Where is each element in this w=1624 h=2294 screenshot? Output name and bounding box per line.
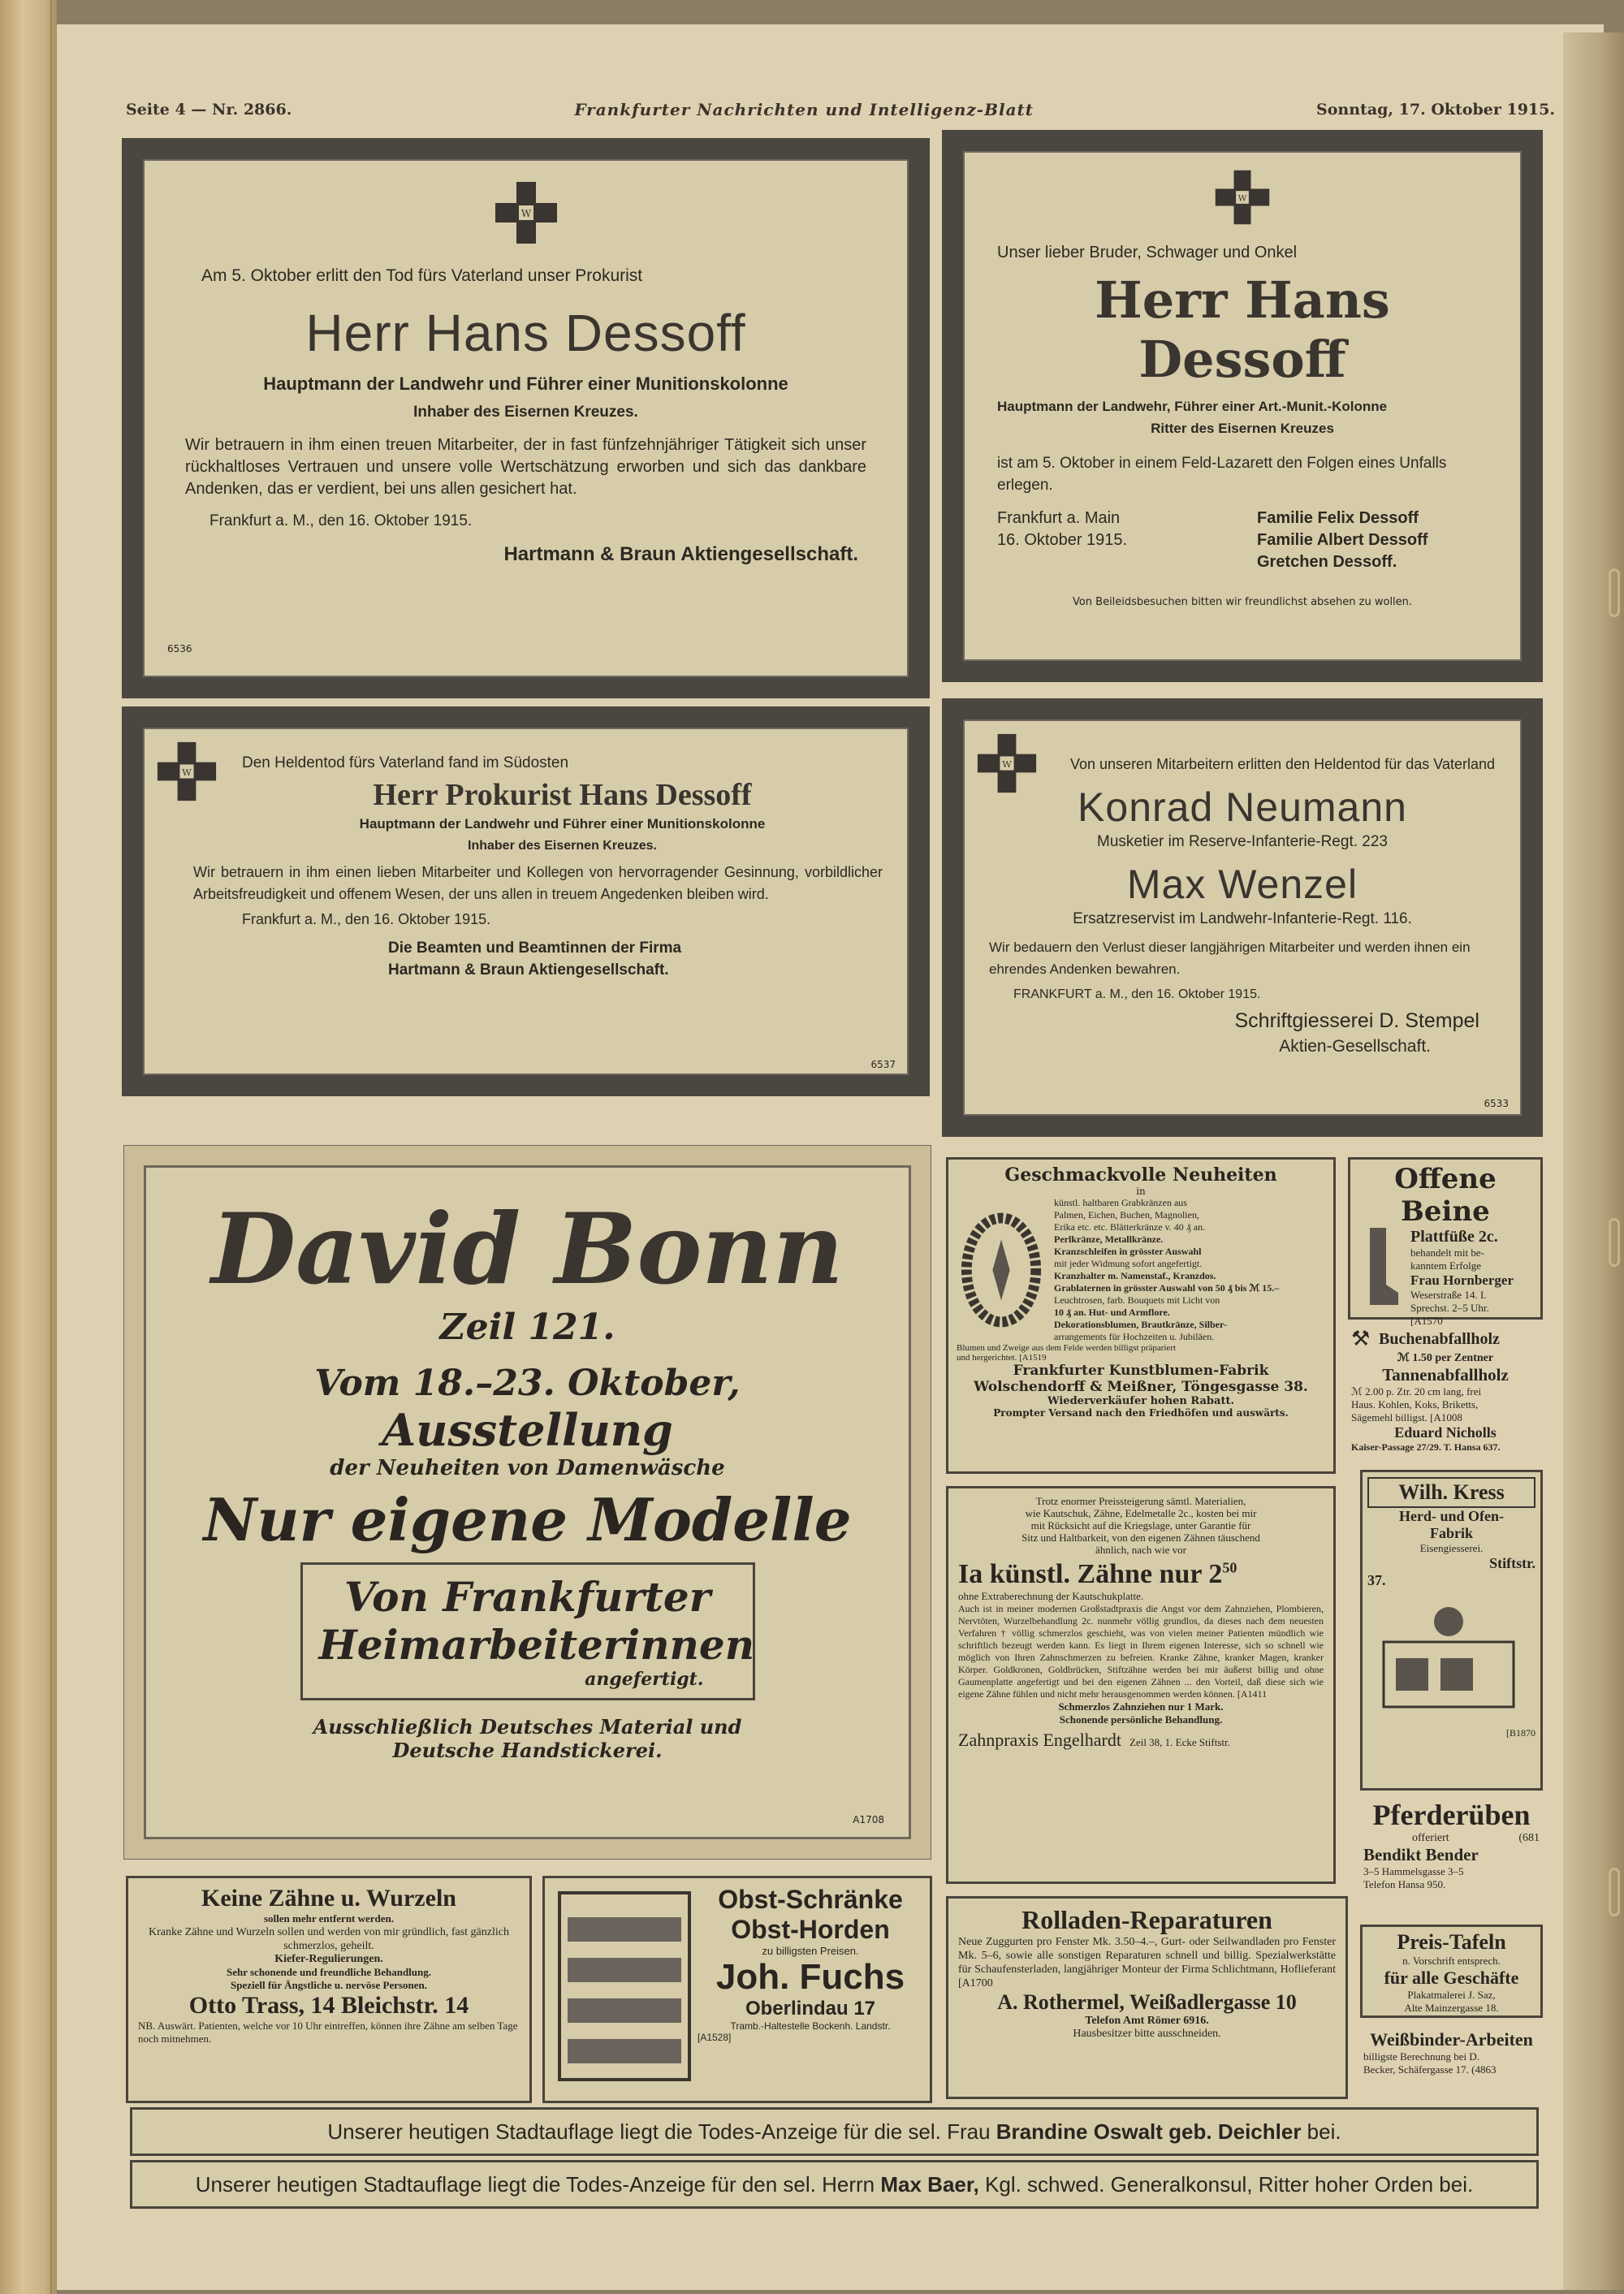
holz-line: ℳ 2.00 p. Ztr. 20 cm lang, frei xyxy=(1351,1385,1482,1398)
iron-cross-icon xyxy=(1214,169,1271,226)
keine-line: Kiefer-Regulierungen. xyxy=(274,1953,383,1965)
zahn-signature: Zahnpraxis Engelhardt xyxy=(958,1730,1121,1750)
david-bonn-ad xyxy=(123,1145,931,1860)
bonn-foot-1: Ausschließlich Deutsches Material und xyxy=(313,1715,742,1739)
zahn-bold-2: Schonende persönliche Behandlung. xyxy=(1059,1713,1223,1726)
kunst-ship: Prompter Versand nach den Friedhöfen und auswärts. xyxy=(993,1407,1289,1419)
keine-line: Speziell für Ängstliche u. nervöse Personen. xyxy=(230,1979,428,1991)
beine-title: Offene Beine xyxy=(1394,1163,1497,1228)
svg-text:W: W xyxy=(182,766,192,778)
holz-line: Haus. Kohlen, Koks, Briketts, xyxy=(1351,1398,1479,1411)
rollo-body: Neue Zuggurten pro Fenster Mk. 3.50–4.–, Gurt- oder Seilwandladen pro Fenster Mk. 5–6, sowie alle sonstigen Reparaturen schnell und billig. Spezialwerkstätte für Schaufensterladen, langjähriger Monteur der Firma Schlichtmann, Hoflieferant [A1700 xyxy=(958,1936,1336,1989)
beine-name: Frau Hornberger xyxy=(1410,1272,1514,1288)
obituary-ad-hartmann-braun xyxy=(122,138,930,698)
bonn-title: David Bonn xyxy=(211,1192,844,1307)
notice-text-end: Kgl. schwed. Generalkonsul, Ritter hoher Orden bei. xyxy=(985,2171,1474,2197)
zahn-line: mit Rücksicht auf die Kriegslage, unter Garantie für xyxy=(1030,1519,1251,1531)
kunst-line: Perlkränze, Metallkränze. xyxy=(1054,1233,1164,1245)
weiss-line: Becker, Schäfergasse 17. (4863 xyxy=(1363,2063,1497,2076)
ad-code: 6536 xyxy=(167,643,192,655)
rank-2: Ersatzreservist im Landwehr-Infanterie-Regt. 116. xyxy=(1073,910,1412,927)
kunst-dealer: Wiederverkäufer hohen Rabatt. xyxy=(1047,1395,1234,1407)
holz-title-2: Tannenabfallholz xyxy=(1382,1365,1509,1385)
intro: Von unseren Mitarbeitern erlitten den Heldentod für das Vaterland xyxy=(1070,756,1495,772)
binding-line xyxy=(50,0,52,2294)
fuchs-ad xyxy=(542,1876,932,2103)
kress-number: 37. xyxy=(1367,1572,1386,1588)
weissbinder-ad xyxy=(1360,2026,1543,2099)
fuchs-name: Joh. Fuchs xyxy=(715,1957,905,1997)
pferderueben-ad xyxy=(1360,1795,1543,1916)
kunst-firm: Frankfurter Kunstblumen-Fabrik xyxy=(1013,1363,1269,1379)
ad-code: (681 xyxy=(1518,1832,1540,1844)
ad-code: A1708 xyxy=(853,1814,884,1825)
notice-oswalt xyxy=(130,2107,1539,2156)
kress-ad xyxy=(1360,1470,1543,1791)
svg-text:W: W xyxy=(520,208,531,219)
beine-address: Weserstraße 14. I. xyxy=(1410,1289,1487,1301)
fruit-shelf-icon xyxy=(551,1885,698,2088)
tafel-line: n. Vorschrift entsprech. xyxy=(1402,1955,1501,1967)
kunst-title: Geschmackvolle Neuheiten xyxy=(1004,1164,1277,1186)
pferd-phone: Telefon Hansa 950. xyxy=(1363,1878,1446,1890)
zahn-body: Auch ist in meiner modernen Großstadtpraxis die Angst vor dem Zahnziehen, Plombieren, Nervtöten, Wurzelbehandlung 2c. nunmehr völlig grundlos, da dieses nach dem neuesten Verfahren † völlig schmerzlos geschieht, was von vielen meiner Patienten mündlich wie schriftlich bezeugt werden kann. Es liegt in Ihrem eigenen Interesse, sich so schnell wie möglich von Ihren Zahnschmerzen zu befreien. Kranke Zähne, kranker Magen, kranker Körper. Goldkronen, Goldbrücken, Stiftzähne werden bei mir äußerst billig und ohne Gaumenplatte angefertigt und bei den eigenen Zähnen ... den Vorteil, daß diese sich wie eigene Zähne fühlen und nicht mehr herausgenommen werden können. [A1411 xyxy=(958,1603,1324,1700)
kunst-firm-2: Wolschendorff & Meißner, Töngesgasse 38. xyxy=(974,1379,1308,1395)
intro: Unser lieber Bruder, Schwager und Onkel xyxy=(997,244,1298,261)
kunstblumen-ad xyxy=(946,1157,1336,1474)
bonn-sub: der Neuheiten von Damenwäsche xyxy=(330,1456,725,1480)
kunst-line: mit jeder Widmung sofort angefertigt. xyxy=(1054,1258,1203,1269)
honor: Ritter des Eisernen Kreuzes xyxy=(1151,421,1334,436)
honor: Inhaber des Eisernen Kreuzes. xyxy=(468,839,657,853)
keine-name: Otto Trass, 14 Bleichstr. 14 xyxy=(188,1992,469,2019)
kunst-line: und hergerichtet. [A1519 xyxy=(957,1353,1047,1363)
zahn-line: wie Kautschuk, Zähne, Edelmetalle 2c., kosten bei mir xyxy=(1025,1507,1257,1519)
date: 16. Oktober 1915. xyxy=(997,531,1128,549)
tools-icon: ⚒ xyxy=(1351,1327,1371,1350)
obituary-ad-family xyxy=(942,130,1543,682)
notice-text: Unserer heutigen Stadtauflage liegt die Todes-Anzeige für die sel. Frau xyxy=(327,2119,991,2144)
zahnpraxis-ad xyxy=(946,1486,1336,1884)
kunst-line: Blumen und Zweige aus dem Felde werden billigst präpariert xyxy=(957,1343,1177,1353)
beine-hours: Sprechst. 2–5 Uhr. xyxy=(1410,1302,1489,1314)
abfallholz-ad xyxy=(1348,1324,1543,1470)
rollo-note: Hausbesitzer bitte ausschneiden. xyxy=(1073,2028,1221,2040)
place-date: Frankfurt a. M., den 16. Oktober 1915. xyxy=(209,512,473,529)
deceased-name: Herr Hans Dessoff xyxy=(1095,270,1390,389)
family-2: Familie Albert Dessoff xyxy=(1257,531,1428,549)
place-date: Frankfurt a. M., den 16. Oktober 1915. xyxy=(242,911,491,927)
stove-icon xyxy=(1367,1589,1535,1727)
rolladen-ad xyxy=(946,1896,1348,2099)
preis-tafeln-ad xyxy=(1360,1925,1543,2018)
fuchs-line-2: Obst-Horden xyxy=(731,1915,890,1944)
signature-line-2: Aktien-Gesellschaft. xyxy=(1279,1037,1431,1056)
kunst-line: 10 ₰ an. Hut- und Armflore. xyxy=(1054,1307,1170,1318)
keine-title: Keine Zähne u. Wurzeln xyxy=(201,1885,456,1912)
pferd-offer: offeriert xyxy=(1412,1832,1449,1844)
keine-line: Sehr schonende und freundliche Behandlung. xyxy=(226,1966,431,1978)
ad-code: [A1528] xyxy=(698,2032,732,2043)
ad-code: 6537 xyxy=(870,1059,896,1070)
tafel-title: Preis-Tafeln xyxy=(1397,1930,1506,1954)
bonn-address: Zeil 121. xyxy=(439,1307,615,1348)
binding-ring xyxy=(1609,568,1620,617)
kunst-line: Dekorationsblumen, Brautkränze, Silber- xyxy=(1054,1319,1227,1330)
name-1: Konrad Neumann xyxy=(1078,784,1407,830)
obituary-ad-employees xyxy=(122,706,930,1096)
pferd-name: Bendikt Bender xyxy=(1363,1845,1479,1864)
tafel-line: Alte Mainzergasse 18. xyxy=(1404,2002,1499,2014)
zahn-line: Trotz enormer Preissteigerung sämtl. Materialien, xyxy=(1035,1495,1246,1507)
obituary-ad-stempel xyxy=(942,698,1543,1137)
notice-name: Max Baer, xyxy=(880,2171,979,2197)
kunst-line: Leuchtrosen, farb. Bouquets mit Licht von xyxy=(1054,1294,1220,1306)
fuchs-address: Oberlindau 17 xyxy=(745,1998,876,2020)
page-header xyxy=(126,89,1555,130)
keine-zaehne-ad xyxy=(126,1876,532,2103)
holz-price: ℳ 1.50 per Zentner xyxy=(1397,1352,1494,1364)
pferd-title: Pferderüben xyxy=(1372,1799,1531,1831)
keine-sub: sollen mehr entfernt werden. xyxy=(263,1912,395,1925)
zahn-bold-1: Schmerzlos Zahnziehen nur 1 Mark. xyxy=(1058,1700,1224,1713)
kunst-line: arrangements für Hochzeiten u. Jubiläen. xyxy=(1054,1331,1215,1342)
kress-name: Wilh. Kress xyxy=(1367,1477,1535,1508)
zahn-line: Sitz und Haltbarkeit, von den eigenen Zähnen täuschend xyxy=(1021,1531,1260,1544)
fuchs-line-1: Obst-Schränke xyxy=(718,1885,903,1914)
notice-baer xyxy=(130,2160,1539,2209)
signature-line-1: Die Beamten und Beamtinnen der Firma xyxy=(388,940,682,957)
iron-cross-icon xyxy=(494,180,559,245)
bonn-dates: Vom 18.–23. Oktober, xyxy=(314,1363,741,1404)
beine-line: Plattfüße 2c. xyxy=(1410,1228,1498,1246)
issue-date: Sonntag, 17. Oktober 1915. xyxy=(1316,101,1555,119)
bonn-box xyxy=(300,1562,755,1700)
iron-cross-icon xyxy=(156,741,218,802)
zahn-headline: Ia künstl. Zähne nur 2 xyxy=(958,1559,1223,1589)
holz-name: Eduard Nicholls xyxy=(1394,1424,1497,1441)
kunst-line: Kranzschleifen in grösster Auswahl xyxy=(1054,1246,1202,1257)
weiss-line: billigste Berechnung bei D. xyxy=(1363,2050,1479,2063)
body: Wir bedauern den Verlust dieser langjährigen Mitarbeiter und werden ihnen ein ehrendes Andenken bewahren. xyxy=(989,940,1471,977)
kunst-line: künstl. haltbaren Grabkränzen aus xyxy=(1054,1197,1187,1208)
iron-cross-icon xyxy=(976,732,1038,794)
signature-line-2: Hartmann & Braun Aktiengesellschaft. xyxy=(388,961,669,979)
zahn-price-cents: 50 xyxy=(1222,1559,1237,1576)
kress-line: Fabrik xyxy=(1429,1525,1473,1541)
bonn-box-line-3: angefertigt. xyxy=(585,1669,704,1690)
honor: Inhaber des Eisernen Kreuzes. xyxy=(413,404,638,421)
zahn-address: Zeil 38, 1. Ecke Stiftstr. xyxy=(1129,1736,1230,1748)
kunst-sub: in xyxy=(1136,1186,1146,1197)
zahn-line: ähnlich, nach wie vor xyxy=(1095,1544,1186,1556)
bonn-event: Ausstellung xyxy=(382,1404,673,1456)
family-1: Familie Felix Dessoff xyxy=(1257,509,1419,527)
tafel-line: für alle Geschäfte xyxy=(1384,1968,1519,1988)
beine-line: behandelt mit be- xyxy=(1410,1246,1484,1259)
notice-text-end: bei. xyxy=(1307,2119,1341,2144)
notice-text: Unserer heutigen Stadtauflage liegt die Todes-Anzeige für den sel. Herrn xyxy=(195,2171,875,2197)
intro: Den Heldentod fürs Vaterland fand im Südosten xyxy=(242,754,569,771)
notice-name: Brandine Oswalt geb. Deichler xyxy=(996,2119,1302,2144)
deceased-name: Herr Prokurist Hans Dessoff xyxy=(373,778,752,812)
offene-beine-ad xyxy=(1348,1157,1543,1327)
fuchs-line-3: zu billigsten Preisen. xyxy=(762,1945,859,1957)
rollo-title: Rolladen-Reparaturen xyxy=(1021,1905,1272,1934)
leg-icon xyxy=(1354,1228,1410,1317)
zahn-note: ohne Extraberechnung der Kautschukplatte. xyxy=(958,1590,1144,1602)
kunst-line: Kranzhalter m. Namenstaf., Kranzdos. xyxy=(1054,1270,1216,1281)
holz-title: Buchenabfallholz xyxy=(1379,1329,1500,1348)
rollo-name: A. Rothermel, Weißadlergasse 10 xyxy=(997,1990,1297,2014)
svg-text:W: W xyxy=(1002,758,1012,770)
tafel-line: Plakatmalerei J. Saz, xyxy=(1407,1989,1496,2001)
holz-address: Kaiser-Passage 27/29. T. Hansa 637. xyxy=(1351,1441,1501,1453)
signature: Hartmann & Braun Aktiengesellschaft. xyxy=(503,543,858,565)
body: ist am 5. Oktober in einem Feld-Lazarett den Folgen eines Unfalls erlegen. xyxy=(997,455,1447,494)
place-date: FRANKFURT a. M., den 16. Oktober 1915. xyxy=(1013,987,1261,1001)
rank-1: Musketier im Reserve-Infanterie-Regt. 223 xyxy=(1097,833,1388,850)
keine-note: NB. Auswärt. Patienten, welche vor 10 Uhr eintreffen, können ihre Zähne am selben Tage noch mitnehmen. xyxy=(138,2020,518,2045)
bonn-tagline: Nur eigene Modelle xyxy=(203,1485,852,1554)
bonn-box-line-1: Von Frankfurter xyxy=(343,1573,711,1621)
book-binding xyxy=(0,0,57,2294)
ad-code: 6533 xyxy=(1484,1098,1509,1109)
ad-code: [B1870 xyxy=(1506,1727,1535,1739)
wreath-icon xyxy=(957,1205,1054,1343)
kress-line: Herd- und Ofen- xyxy=(1398,1508,1504,1524)
place: Frankfurt a. Main xyxy=(997,509,1121,527)
svg-text:W: W xyxy=(1237,193,1247,204)
kress-address: Stiftstr. xyxy=(1489,1555,1535,1571)
intro: Am 5. Oktober erlitt den Tod fürs Vaterland unser Prokurist xyxy=(201,266,643,285)
kunst-line: Palmen, Eichen, Buchen, Magnolien, xyxy=(1054,1209,1199,1220)
body: Wir betrauern in ihm einen lieben Mitarbeiter und Kollegen von hervorragender Gesinnung, vorbildlicher Arbeitsfreudigkeit und offenem Wesen, der uns allen in treuem Angedenken bleiben wird. xyxy=(193,864,883,902)
beine-line: kanntem Erfolge xyxy=(1410,1259,1481,1272)
bonn-box-line-2: Heimarbeiterinnen xyxy=(318,1621,755,1669)
keine-body: Kranke Zähne und Wurzeln sollen und werden von mir gründlich, fast gänzlich schmerzlos, geheilt. xyxy=(149,1926,509,1952)
deceased-name: Herr Hans Dessoff xyxy=(305,304,746,362)
body: Wir betrauern in ihm einen treuen Mitarbeiter, der in fast fünfzehnjähriger Tätigkeit sich unser rückhaltloses Vertrauen und unsere volle Wertschätzung erworben und sich das dankbare Andenken, das er verdient, bei uns allen gesichert hat. xyxy=(185,436,866,498)
fuchs-stop: Tramb.-Haltestelle Bockenh. Landstr. xyxy=(730,2020,891,2032)
kunst-line: Grablaternen in grösster Auswahl von 50 ₰ bis ℳ 15.– xyxy=(1054,1282,1280,1294)
binding-ring xyxy=(1609,1868,1620,1916)
pferd-address: 3–5 Hammelsgasse 3–5 xyxy=(1363,1865,1464,1877)
family-3: Gretchen Dessoff. xyxy=(1257,553,1397,571)
name-2: Max Wenzel xyxy=(1126,862,1358,907)
page-number: Seite 4 — Nr. 2866. xyxy=(126,101,292,119)
kunst-line: Erika etc. etc. Blätterkränze v. 40 ₰ an. xyxy=(1054,1221,1206,1233)
binding-ring xyxy=(1609,1218,1620,1267)
rank: Hauptmann der Landwehr und Führer einer Munitionskolonne xyxy=(263,374,788,394)
weiss-title: Weißbinder-Arbeiten xyxy=(1370,2029,1533,2050)
holz-line: Sägemehl billigst. [A1008 xyxy=(1351,1411,1462,1423)
kress-line: Eisengiesserei. xyxy=(1419,1542,1484,1554)
rollo-phone: Telefon Amt Römer 6916. xyxy=(1085,2015,1209,2027)
page-edge xyxy=(1563,32,1624,2290)
rank: Hauptmann der Landwehr, Führer einer Art.-Munit.-Kolonne xyxy=(997,399,1388,414)
masthead: Frankfurter Nachrichten und Intelligenz-Blatt xyxy=(574,100,1034,119)
bonn-foot-2: Deutsche Handstickerei. xyxy=(392,1739,663,1762)
ad-code: [A1570 xyxy=(1410,1315,1443,1327)
rank: Hauptmann der Landwehr und Führer einer Munitionskolonne xyxy=(359,816,766,832)
footer-note: Von Beileidsbesuchen bitten wir freundlichst absehen zu wollen. xyxy=(1072,596,1413,608)
signature-line-1: Schriftgiesserei D. Stempel xyxy=(1234,1009,1479,1032)
